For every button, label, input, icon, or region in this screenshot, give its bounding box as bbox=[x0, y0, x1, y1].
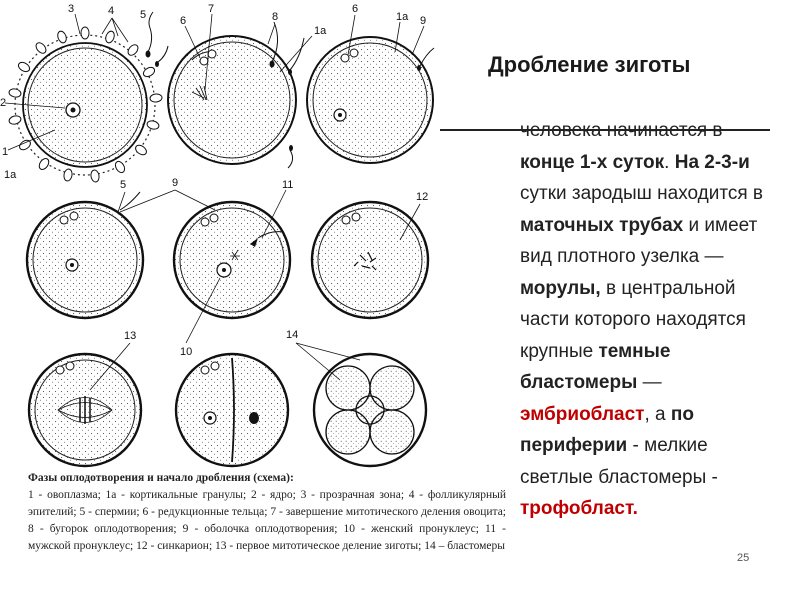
svg-text:4: 4 bbox=[108, 5, 115, 17]
text-segment: , а bbox=[644, 403, 671, 425]
svg-text:1а: 1а bbox=[314, 25, 327, 37]
cell-syncaryon bbox=[312, 202, 428, 318]
cell-four-blastomeres bbox=[296, 343, 426, 466]
cell-two-blastomeres bbox=[176, 354, 288, 466]
text-segment: и имеет вид плотного узелка — bbox=[520, 214, 758, 267]
text-emphasis: На 2-3-и bbox=[674, 151, 750, 173]
svg-text:7: 7 bbox=[208, 3, 215, 15]
slide-title: Дробление зиготы bbox=[488, 52, 691, 77]
text-emphasis: по периферии bbox=[520, 403, 694, 456]
svg-text:14: 14 bbox=[286, 329, 299, 341]
text-segment: . bbox=[664, 151, 675, 173]
cell-sperm-penetration bbox=[168, 14, 312, 164]
svg-text:5: 5 bbox=[120, 179, 127, 191]
text-segment: — bbox=[637, 372, 662, 393]
svg-text:8: 8 bbox=[272, 11, 279, 23]
cell-pronuclei bbox=[174, 190, 290, 343]
svg-text:1а: 1а bbox=[396, 11, 409, 23]
svg-text:9: 9 bbox=[172, 177, 179, 189]
fertilization-diagram bbox=[0, 0, 445, 468]
caption-text: 1 - овоплазма; 1а - кортикальные гранулы; 2 - ядро; 3 - прозрачная зона; 4 - фолликулярный эпителий; 5 - спермии; 6 - редукционные тельца; 7 - завершение митотического деления овоцита; 8 - бугорок оплодотворения; 9 - оболочка оплодотворения; 10 - женский пронуклеус; 11 - мужской пронуклеус; 12 - синкарион; 13 - первое митотическое деление зиготы; 14 – бластомеры bbox=[28, 489, 506, 552]
svg-text:1а: 1а bbox=[4, 169, 17, 181]
svg-text:9: 9 bbox=[420, 15, 427, 27]
body-paragraph bbox=[520, 115, 778, 525]
svg-text:1: 1 bbox=[2, 146, 9, 158]
caption-title: Фазы оплодотворения и начало дробления (схема): bbox=[28, 472, 294, 484]
figure-caption bbox=[28, 470, 506, 555]
text-segment: человека начинается в bbox=[520, 120, 723, 141]
text-segment: в центральной части которого находятся крупные bbox=[520, 277, 746, 362]
cell-fertilization-envelope bbox=[27, 190, 175, 318]
svg-text:13: 13 bbox=[124, 330, 137, 342]
svg-text:10: 10 bbox=[180, 346, 193, 358]
text-emphasis: конце 1-х суток bbox=[520, 151, 665, 173]
text-segment: сутки зародыш находится в bbox=[520, 183, 764, 204]
text-emphasis: морулы, bbox=[520, 277, 601, 299]
svg-text:5: 5 bbox=[140, 9, 147, 21]
text-highlight-red: трофобласт. bbox=[520, 498, 638, 519]
text-segment: - мелкие светлые бластомеры - bbox=[520, 435, 718, 488]
text-emphasis: маточных трубах bbox=[520, 214, 684, 236]
svg-text:3: 3 bbox=[68, 3, 75, 15]
text-highlight-red: эмбриобласт bbox=[520, 403, 645, 425]
svg-text:6: 6 bbox=[180, 15, 187, 27]
svg-text:6: 6 bbox=[352, 3, 359, 15]
text-emphasis: темные бластомеры bbox=[520, 340, 671, 393]
svg-text:12: 12 bbox=[416, 191, 429, 203]
cell-first-mitosis bbox=[29, 343, 141, 466]
svg-text:11: 11 bbox=[282, 179, 294, 191]
page-number: 25 bbox=[737, 552, 750, 564]
cell-oocyte-corona bbox=[5, 12, 168, 183]
svg-text:2: 2 bbox=[0, 97, 7, 109]
